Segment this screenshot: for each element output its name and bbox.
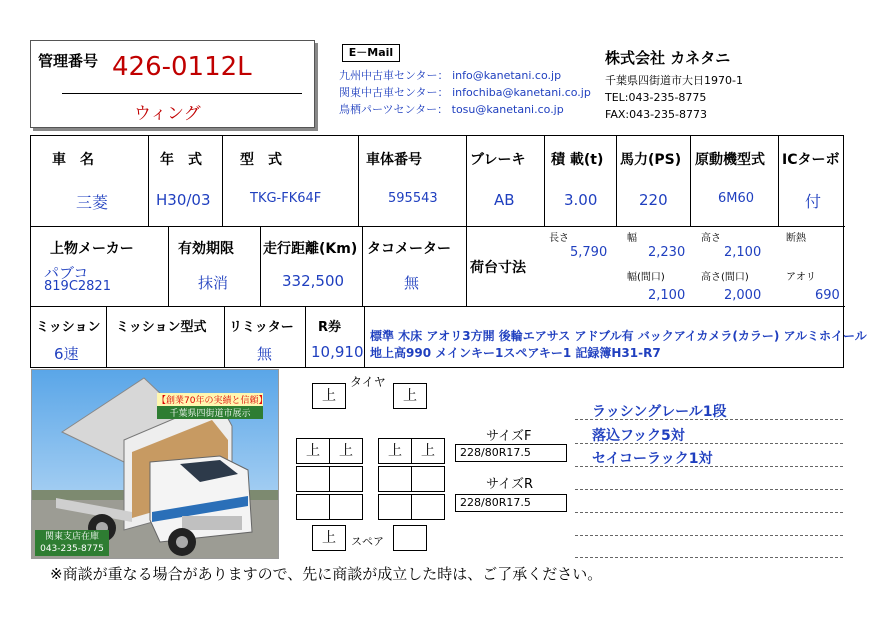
col-divider [364,306,365,368]
value-brake: AB [494,191,515,209]
tire-rear-4: 上 [411,438,445,464]
company-address: 千葉県四街道市大日1970-1 [605,74,743,87]
note-rule [575,466,843,467]
col-divider [260,226,261,307]
col-divider [168,226,169,307]
label-cargo: 荷台寸法 [470,260,526,276]
value-chassis: 595543 [388,191,438,206]
note-rule [575,557,843,558]
label-chassis: 車体番号 [366,152,422,168]
col-divider [616,135,617,227]
col-divider [358,135,359,227]
col-divider [544,135,545,227]
label-engine: 原動機型式 [695,152,765,168]
label-body-maker: 上物メーカー [50,241,134,257]
tire-spare-2 [393,525,427,551]
photo-banner-1: 【創業70年の実績と信頼】 [157,393,263,406]
value-limiter: 無 [257,345,273,363]
dim-height-open: 2,000 [724,288,762,303]
tire-slot [296,466,330,492]
tire-front-right: 上 [393,383,427,409]
col-divider [690,135,691,227]
dim-length-label: 長さ [549,233,569,244]
dim-aori: 690 [815,288,840,303]
row-divider [30,226,845,227]
col-divider [305,306,306,368]
size-f-value: 228/80R17.5 [455,444,567,462]
dim-width: 2,230 [648,245,686,260]
label-mission: ミッション [36,320,101,335]
center-list [339,67,591,118]
label-maker: 車 名 [52,152,94,168]
label-mission-type: ミッション型式 [116,320,207,335]
tire-title: タイヤ [350,375,386,389]
value-load: 3.00 [564,191,598,209]
dim-height: 2,100 [724,245,762,260]
company-name: 株式会社 カネタニ [605,49,731,67]
value-model: TKG-FK64F [250,191,322,206]
tire-slot [296,494,330,520]
center-name: 九州中古車センター： [339,69,449,82]
tire-slot [378,494,412,520]
value-mission: 6速 [54,345,79,363]
dim-insul-label: 断熱 [786,233,806,244]
value-body-maker: パブコ [44,264,89,282]
photo-banner-2: 千葉県四街道市展示 [157,406,263,419]
label-tacho: タコメーター [367,241,451,257]
value-tacho: 無 [404,274,420,292]
value-r-ticket: 10,910 [311,343,364,361]
size-r-label: サイズR [486,477,533,492]
label-inspection: 有効期限 [178,241,234,257]
col-divider [224,306,225,368]
center-row [339,67,591,84]
tire-slot [411,494,445,520]
mgmt-number: 426-0112L [112,52,252,82]
email-label: E－Mail [342,44,400,62]
label-load: 積 載(t) [551,152,604,168]
value-maker: 三菱 [76,193,109,212]
remarks-line: 標準 木床 アオリ3方開 後輪エアサス アドブル有 バックアイカメラ(カラー) アルミホイール [370,329,867,343]
label-hp: 馬力(PS) [620,152,682,168]
center-email[interactable]: info@kanetani.co.jp [452,69,562,82]
center-row [339,84,591,101]
note-rule [575,419,843,420]
label-limiter: リミッター [229,320,294,335]
label-mileage: 走行距離(Km) [263,241,358,257]
mgmt-label: 管理番号 [38,52,99,70]
note-line: 落込フック5対 [592,428,685,444]
tire-front-left: 上 [312,383,346,409]
size-r-value: 228/80R17.5 [455,494,567,512]
value-inspection: 抹消 [198,274,229,292]
tire-slot [329,466,363,492]
spare-label: スペア [351,535,384,548]
center-name: 鳥栖パーツセンター： [339,103,449,116]
value-body-model: 819C2821 [44,279,111,294]
tire-rear-2: 上 [329,438,363,464]
col-divider [362,226,363,307]
label-model: 型 式 [240,152,282,168]
value-mileage: 332,500 [282,272,345,290]
note-line: ラッシングレール1段 [592,404,727,420]
tire-slot [378,466,412,492]
value-hp: 220 [639,191,668,209]
company-tel: TEL:043-235-8775 [605,91,707,104]
value-year: H30/03 [156,191,211,209]
col-divider [466,226,467,307]
dim-width-label: 幅 [627,233,637,244]
center-row [339,101,591,118]
label-turbo: ICターボ [782,152,840,168]
center-name: 関東中古車センター： [339,86,449,99]
col-divider [222,135,223,227]
tire-slot [411,466,445,492]
footer-note: ※商談が重なる場合がありますので、先に商談が成立した時は、ご了承ください。 [50,565,603,583]
note-rule [575,512,843,513]
dim-length: 5,790 [570,245,608,260]
dim-height-label: 高さ [701,233,721,244]
value-engine: 6M60 [718,191,755,206]
store-tel: 043-235-8775 [40,544,104,554]
tire-rear-3: 上 [378,438,412,464]
note-rule [575,443,843,444]
remarks [370,328,867,362]
center-email[interactable]: tosu@kanetani.co.jp [451,103,564,116]
note-rule [575,489,843,490]
dim-aori-label: アオリ [786,272,816,283]
col-divider [778,135,779,227]
col-divider [148,135,149,227]
company-info [605,72,743,123]
note-line: セイコーラック1対 [592,451,713,467]
size-f-label: サイズF [486,429,532,444]
col-divider [466,135,467,227]
value-turbo: 付 [805,192,822,211]
dim-height-open-label: 高さ(間口) [701,272,749,283]
tire-rear-1: 上 [296,438,330,464]
body-type: ウィング [134,104,201,124]
label-year: 年 式 [160,152,202,168]
dim-width-open: 2,100 [648,288,686,303]
company-fax: FAX:043-235-8773 [605,108,708,121]
col-divider [106,306,107,368]
note-rule [575,535,843,536]
label-brake: ブレーキ [470,152,526,168]
tire-spare-1: 上 [312,525,346,551]
dim-width-open-label: 幅(間口) [627,272,665,283]
store-badge [35,530,109,556]
store-name: 関東支店在庫 [44,532,99,542]
label-r-ticket: R券 [318,320,342,335]
tire-slot [329,494,363,520]
divider [62,93,302,94]
center-email[interactable]: infochiba@kanetani.co.jp [452,86,591,99]
row-divider [30,306,845,307]
remarks-line: 地上高990 メインキー1スペアキー1 記録簿H31-R7 [370,346,661,360]
